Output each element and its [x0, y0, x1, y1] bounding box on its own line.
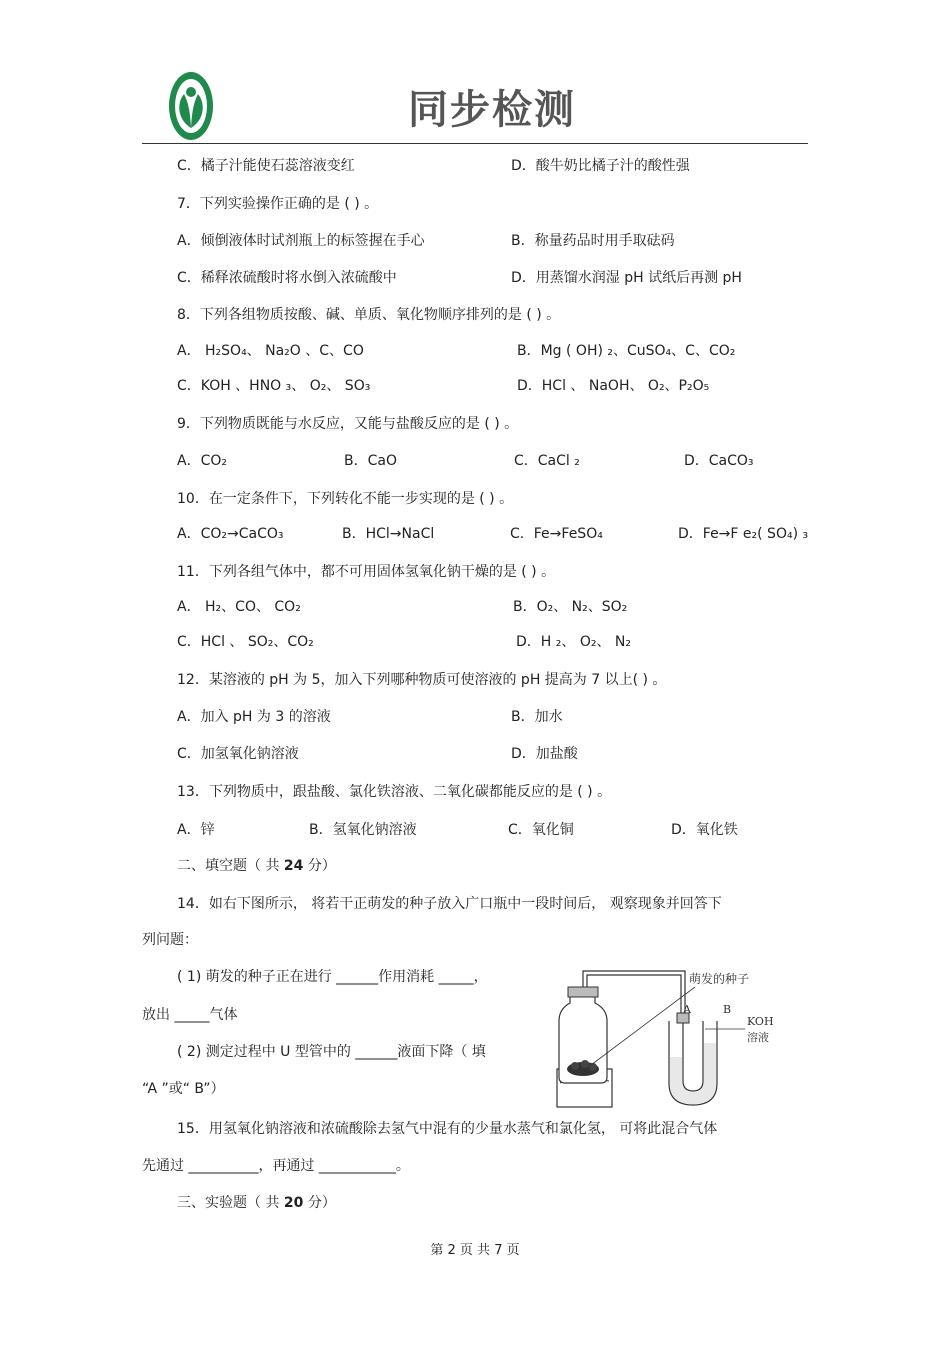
option-line: B．O₂、 N₂、SO₂ — [513, 599, 628, 615]
option-line: B．CaO — [344, 453, 397, 469]
header-title: 同步检测 — [408, 87, 576, 133]
option-line: C．加氢氧化钠溶液 — [177, 746, 299, 762]
stopper — [568, 987, 598, 997]
option-line: C．HCl 、 SO₂、CO₂ — [177, 634, 314, 650]
question-14-part1: ( 1) 萌发的种子正在进行 ______作用消耗 _____， — [177, 969, 488, 985]
option-line: A．CO₂→CaCO₃ — [177, 526, 284, 542]
option-line: D．HCl 、 NaOH、 O₂、P₂O₅ — [517, 378, 710, 394]
option-line: B．称量药品时用手取砝码 — [511, 233, 675, 249]
question-12: 12．某溶液的 pH 为 5，加入下列哪种物质可使溶液的 pH 提高为 7 以上( ) 。 — [177, 672, 667, 688]
question-14-cont: 列问题： — [142, 932, 198, 948]
option-line: A． H₂、CO、 CO₂ — [177, 599, 301, 615]
option-line: B．Mg ( OH) ₂、CuSO₄、C、CO₂ — [517, 343, 736, 359]
option-line: D．H ₂、 O₂、 N₂ — [516, 634, 631, 650]
question-10: 10．在一定条件下，下列转化不能一步实现的是 ( ) 。 — [177, 491, 514, 507]
option-line: B．HCl→NaCl — [342, 526, 435, 542]
label-b: B — [723, 1003, 732, 1016]
option-line: C．氧化铜 — [508, 822, 574, 838]
header-divider — [142, 143, 808, 144]
option-line: D．用蒸馏水润湿 pH 试纸后再测 pH — [511, 270, 742, 286]
section-heading-experiment: 三、实验题（ 共 20 分） — [177, 1195, 336, 1211]
label-koh: KOH — [747, 1015, 774, 1028]
koh-solution — [670, 1043, 716, 1104]
option-line: C．橘子汁能使石蕊溶液变红 — [177, 158, 355, 174]
label-solution: 溶液 — [747, 1031, 769, 1044]
question-9: 9．下列物质既能与水反应，又能与盐酸反应的是 ( ) 。 — [177, 416, 519, 432]
question-15-cont: 先通过 __________，再通过 ___________。 — [142, 1158, 410, 1174]
option-line: D．CaCO₃ — [684, 453, 754, 469]
option-line: D．Fe→F e₂( SO₄) ₃ — [678, 526, 809, 542]
question-14-part2-cont: “A ”或“ B”） — [142, 1081, 225, 1097]
question-15: 15．用氢氧化钠溶液和浓硫酸除去氢气中混有的少量水蒸气和氯化氢， 可将此混合气体 — [177, 1121, 718, 1137]
leaf-logo-icon — [166, 70, 216, 142]
option-line: C．稀释浓硫酸时将水倒入浓硫酸中 — [177, 270, 397, 286]
option-line: B．氢氧化钠溶液 — [309, 822, 417, 838]
option-line: C．KOH 、HNO ₃、 O₂、 SO₃ — [177, 378, 371, 394]
option-line: A． H₂SO₄、 Na₂O 、C、CO — [177, 343, 364, 359]
option-line: A．CO₂ — [177, 453, 227, 469]
option-line: C．CaCl ₂ — [514, 453, 580, 469]
option-line: C．Fe→FeSO₄ — [510, 526, 603, 542]
option-line: D．加盐酸 — [511, 746, 578, 762]
question-14: 14．如右下图所示， 将若干正萌发的种子放入广口瓶中一段时间后， 观察现象并回答下 — [177, 896, 722, 912]
question-11: 11．下列各组气体中，都不可用固体氢氧化钠干燥的是 ( ) 。 — [177, 564, 556, 580]
option-line: B．加水 — [511, 709, 563, 725]
option-line: A．锌 — [177, 822, 215, 838]
question-8: 8．下列各组物质按酸、碱、单质、氧化物顺序排列的是 ( ) 。 — [177, 307, 561, 323]
question-13: 13．下列物质中，跟盐酸、氯化铁溶液、二氧化碳都能反应的是 ( ) 。 — [177, 784, 612, 800]
label-seeds: 萌发的种子 — [689, 972, 750, 986]
section-heading-fill-in: 二、填空题（ 共 24 分） — [177, 858, 336, 874]
question-14-part1-cont: 放出 _____气体 — [142, 1007, 238, 1023]
experiment-apparatus-figure — [555, 965, 795, 1110]
question-14-part2: ( 2) 测定过程中 U 型管中的 ______液面下降（ 填 — [177, 1044, 486, 1060]
option-line: D．氧化铁 — [671, 822, 738, 838]
question-7: 7．下列实验操作正确的是 ( ) 。 — [177, 196, 379, 212]
option-line: A．加入 pH 为 3 的溶液 — [177, 709, 331, 725]
page-number: 第 2 页 共 7 页 — [430, 1243, 520, 1258]
option-line: A．倾倒液体时试剂瓶上的标签握在手心 — [177, 233, 425, 249]
option-line: D．酸牛奶比橘子汁的酸性强 — [511, 158, 690, 174]
label-a: A — [683, 1003, 691, 1016]
